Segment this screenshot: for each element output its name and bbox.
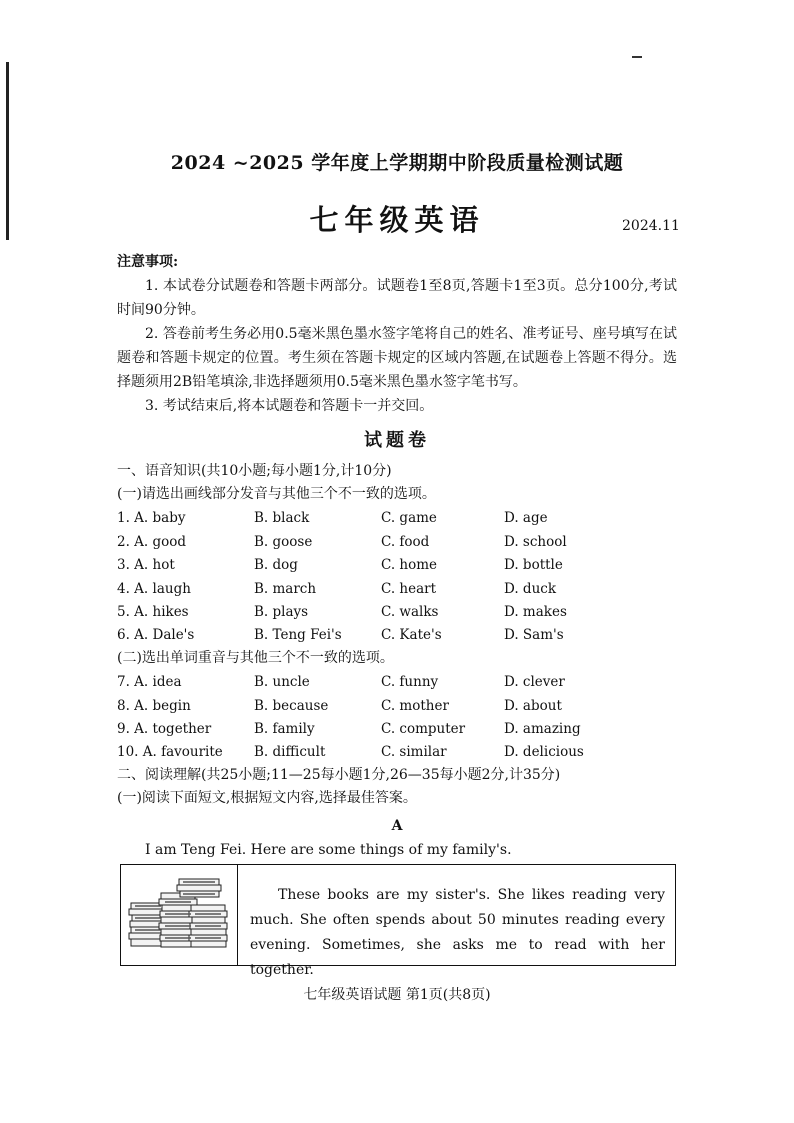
notice-item-1: 1. 本试卷分试题卷和答题卡两部分。试题卷1至8页,答题卡1至3页。总分100分,考试时间90分钟。	[117, 278, 677, 318]
question-row	[117, 717, 687, 740]
option-c: C. similar	[381, 744, 447, 761]
section1-heading: 一、语音知识(共10小题;每小题1分,计10分)	[117, 463, 392, 479]
exam-title: 2024 ~2025 学年度上学期期中阶段质量检测试题	[170, 152, 624, 174]
option-d: D. delicious	[504, 744, 584, 761]
option-d: D. amazing	[504, 720, 581, 737]
option-a: 4. A. laugh	[117, 580, 191, 597]
option-c: C. food	[381, 533, 430, 550]
exam-date: 2024.11	[622, 218, 680, 234]
option-d: D. makes	[504, 604, 567, 621]
option-c: C. funny	[381, 674, 439, 691]
option-b: B. because	[254, 697, 329, 714]
option-d: D. about	[504, 697, 562, 714]
notice-item-2: 2. 答卷前考生务必用0.5毫米黑色墨水签字笔将自己的姓名、准考证号、座号填写在试题卷和答题卡规定的位置。考生须在答题卡规定的区域内答题,在试题卷上答题不得分。选择题须用2B铅笔填涂,非选择题须用0.5毫米黑色墨水签字笔书写。	[117, 326, 677, 390]
option-a: 6. A. Dale's	[117, 627, 195, 644]
question-row	[117, 624, 687, 647]
option-b: B. march	[254, 580, 317, 597]
question-row	[117, 507, 687, 530]
question-row	[117, 577, 687, 600]
option-b: B. black	[254, 510, 310, 527]
section1-part2-instruction: (二)选出单词重音与其他三个不一致的选项。	[117, 650, 394, 667]
option-a: 9. A. together	[117, 720, 212, 737]
option-c: C. heart	[381, 580, 437, 597]
question-row	[117, 530, 687, 553]
option-b: B. dog	[254, 557, 298, 574]
option-c: C. walks	[381, 604, 439, 621]
option-b: B. uncle	[254, 674, 310, 691]
option-a: 8. A. begin	[117, 697, 191, 714]
section2-heading: 二、阅读理解(共25小题;11—25每小题1分,26—35每小题2分,计35分)	[117, 767, 561, 784]
section2-part1-instruction: (一)阅读下面短文,根据短文内容,选择最佳答案。	[117, 790, 417, 807]
sheet-title: 试题卷	[364, 430, 430, 451]
option-c: C. game	[381, 510, 437, 527]
passage-label: A	[391, 818, 403, 834]
scan-mark	[632, 56, 642, 58]
books-stack-icon	[121, 865, 237, 965]
question-row	[117, 741, 687, 764]
notice-block	[117, 250, 677, 418]
option-b: B. goose	[254, 533, 313, 550]
option-c: C. computer	[381, 720, 466, 737]
notice-heading: 注意事项:	[117, 254, 179, 270]
books-illustration	[121, 865, 238, 965]
notice-item-3: 3. 考试结束后,将本试题卷和答题卡一并交回。	[145, 398, 434, 414]
question-row	[117, 671, 687, 694]
option-c: C. mother	[381, 697, 449, 714]
option-d: D. bottle	[504, 557, 563, 574]
option-b: B. Teng Fei's	[254, 627, 342, 644]
option-a: 10. A. favourite	[117, 744, 223, 761]
option-c: C. Kate's	[381, 627, 442, 644]
option-d: D. school	[504, 533, 567, 550]
question-row	[117, 600, 687, 623]
option-d: D. duck	[504, 580, 557, 597]
option-a: 7. A. idea	[117, 674, 182, 691]
passage-box	[120, 864, 676, 978]
option-c: C. home	[381, 557, 438, 574]
option-a: 2. A. good	[117, 533, 187, 550]
question-row	[117, 554, 687, 577]
page-footer: 七年级英语试题 第1页(共8页)	[303, 987, 491, 1003]
option-a: 5. A. hikes	[117, 604, 189, 621]
section1-part1-instruction: (一)请选出画线部分发音与其他三个不一致的选项。	[117, 486, 436, 503]
passage-intro: I am Teng Fei. Here are some things of my family's.	[145, 842, 512, 858]
option-b: B. plays	[254, 604, 309, 621]
option-d: D. Sam's	[504, 627, 564, 644]
section-phonetics	[117, 460, 687, 811]
passage-box-text: These books are my sister's. She likes reading very much. She often spends about 50 minutes reading every evening. Sometimes, she asks me to read with her together.	[250, 887, 665, 978]
option-a: 3. A. hot	[117, 557, 175, 574]
question-row	[117, 694, 687, 717]
option-b: B. difficult	[254, 744, 326, 761]
option-d: D. age	[504, 510, 548, 527]
option-a: 1. A. baby	[117, 510, 186, 527]
option-d: D. clever	[504, 674, 565, 691]
option-b: B. family	[254, 720, 315, 737]
exam-subject: 七年级英语	[309, 203, 485, 237]
